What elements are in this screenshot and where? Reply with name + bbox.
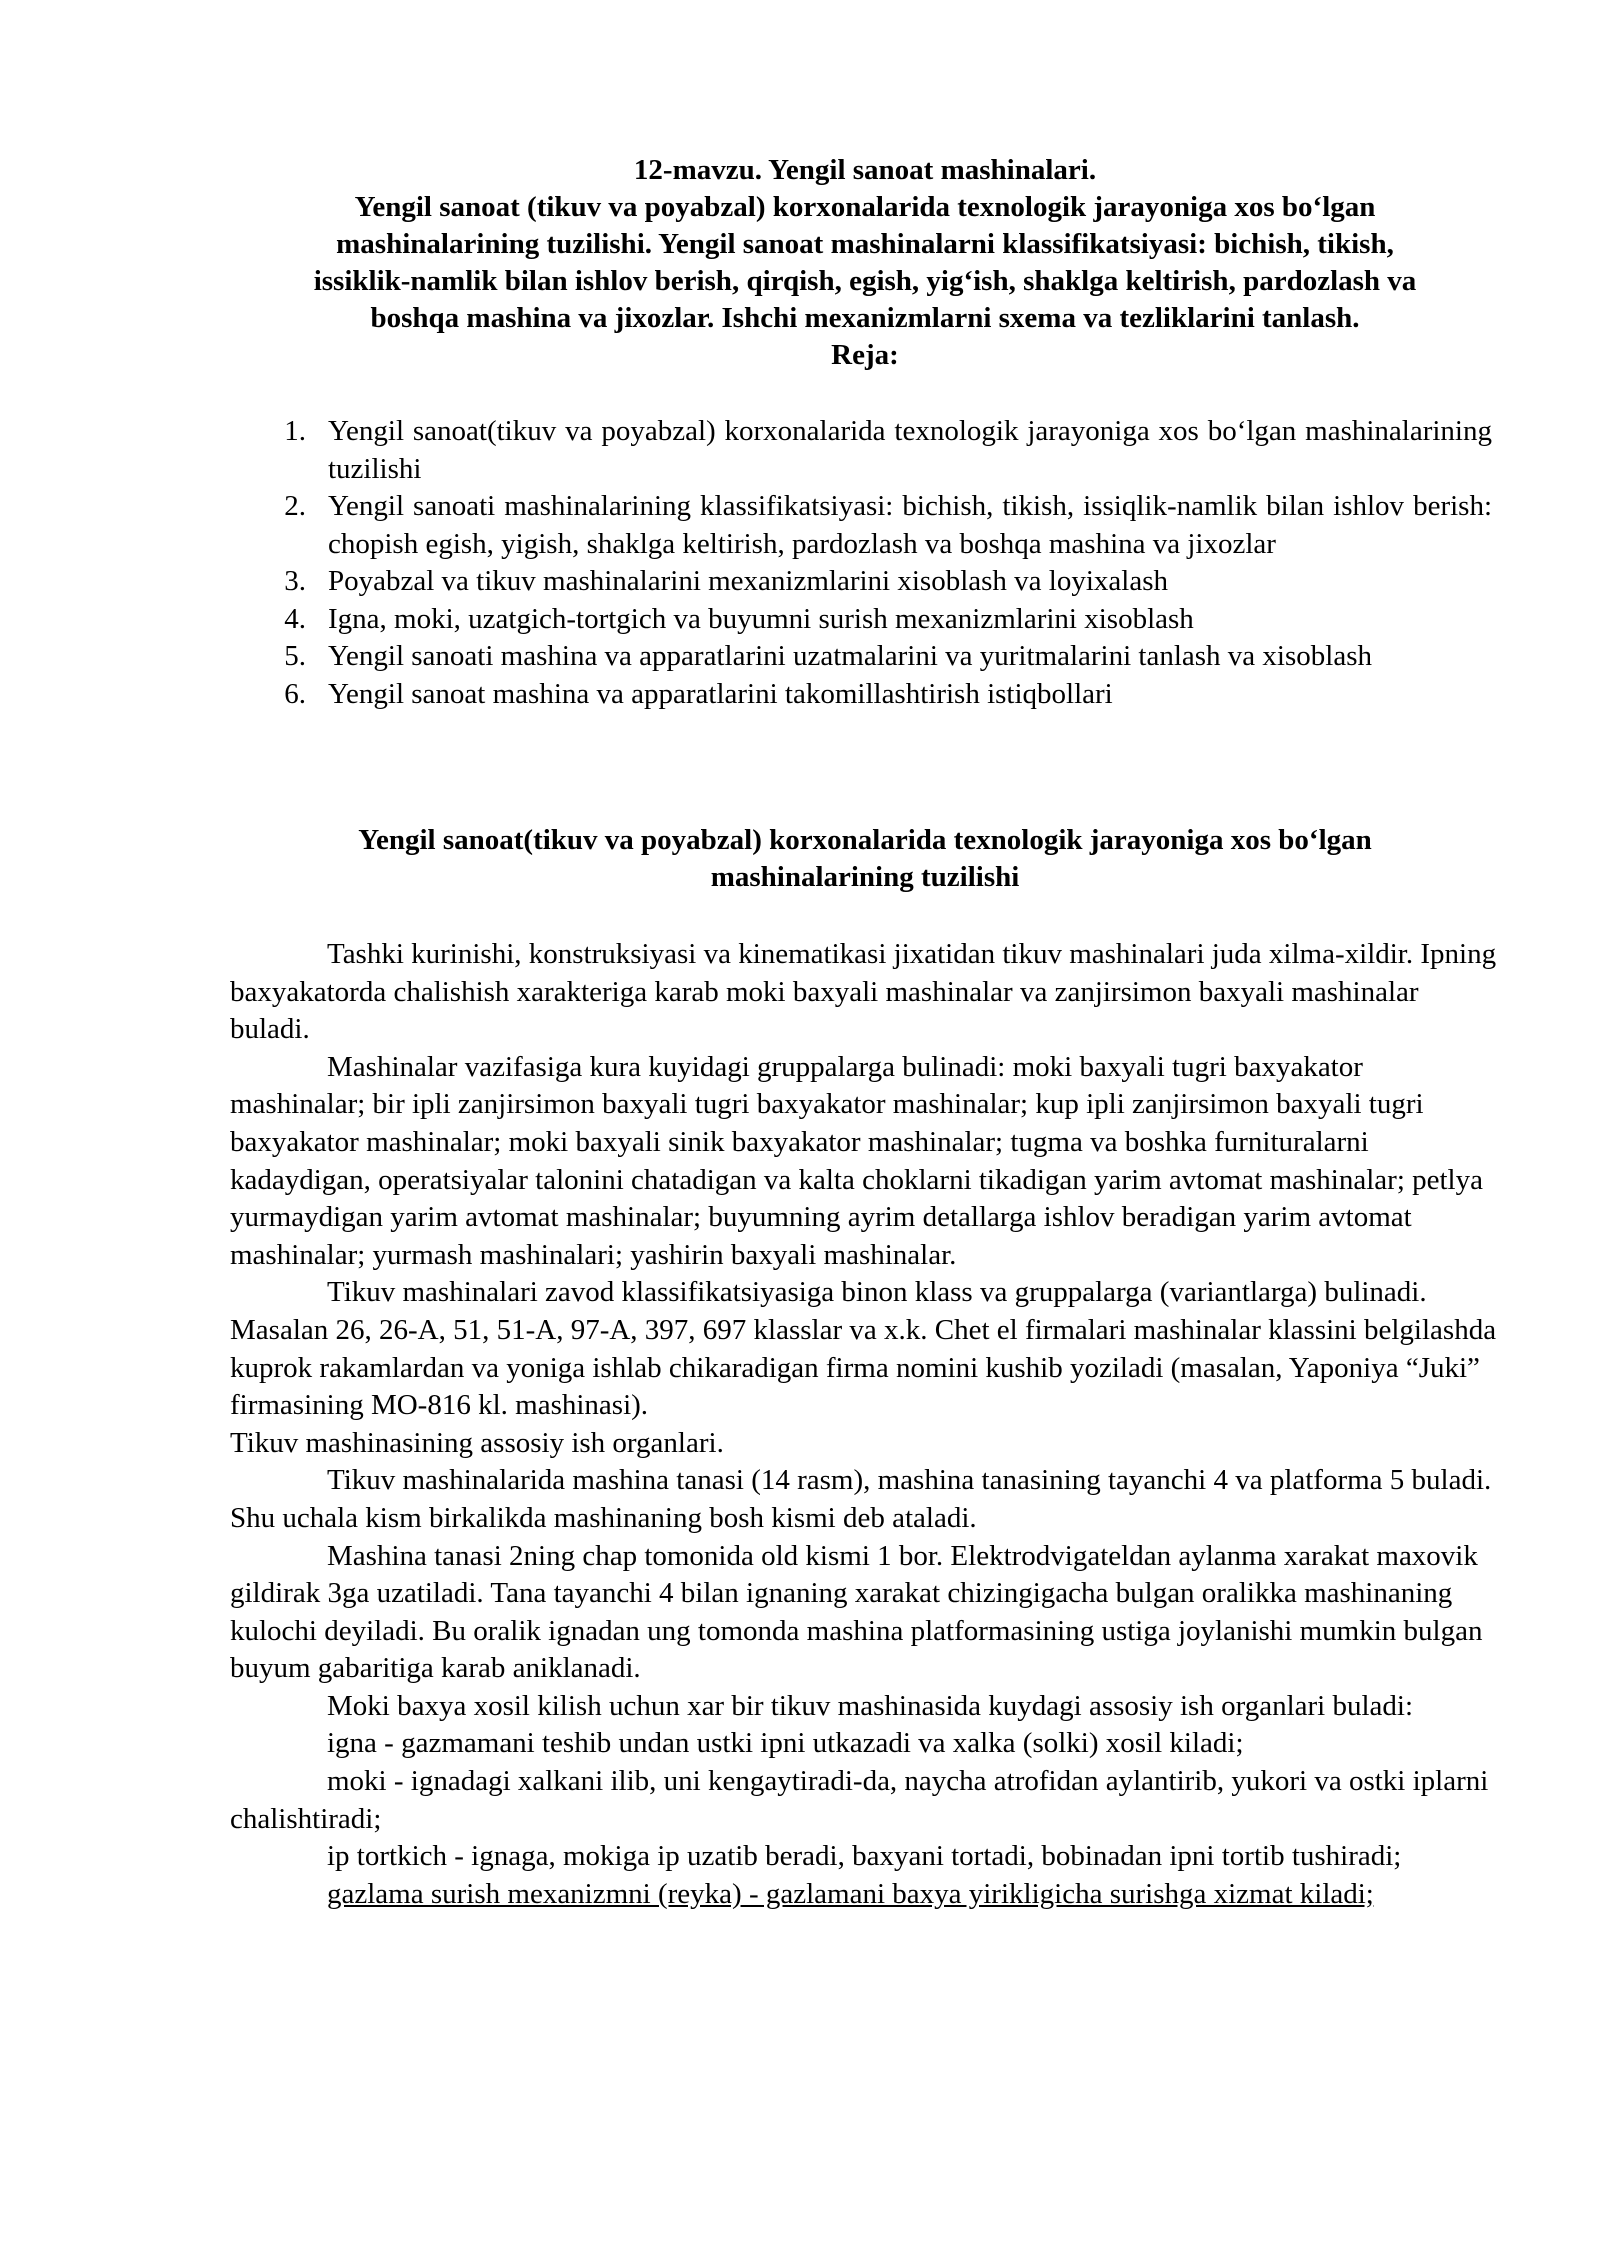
plan-item-text: Yengil sanoat mashina va apparatlarini takomillashtirish istiqbollari	[328, 677, 1113, 710]
plan-item-text: Yengil sanoati mashinalarining klassifikatsiyasi: bichish, tikish, issiqlik-namlik bilan ishlov berish: chopish egish, yigish, shaklga keltirish, pardozlash va boshqa mashina va jixozlar	[328, 490, 1492, 560]
topic-title: 12-mavzu. Yengil sanoat mashinalari.	[633, 154, 1097, 186]
section-title	[230, 822, 1500, 896]
topic-subtitle-line-2: mashinalarining tuzilishi. Yengil sanoat mashinalarni klassifikatsiyasi: bichish, tikish,	[336, 228, 1394, 260]
plan-item	[270, 413, 1492, 488]
section-title-line-1: Yengil sanoat(tikuv va poyabzal) korxonalarida texnologik jarayoniga xos bo‘lgan	[358, 824, 1372, 856]
paragraph: igna - gazmamani teshib undan ustki ipni utkazadi va xalka (solki) xosil kiladi;	[327, 1727, 1244, 1760]
plan-item-number: 6.	[284, 677, 306, 710]
plan-item	[270, 676, 1492, 714]
body-text	[230, 936, 1500, 1913]
plan-item-text: Poyabzal va tikuv mashinalarini mexanizmlarini xisoblash va loyixalash	[328, 565, 1168, 597]
plan-item-text: Igna, moki, uzatgich-tortgich va buyumni surish mexanizmlarini xisoblash	[328, 602, 1194, 635]
topic-subtitle-line-3: issiklik-namlik bilan ishlov berish, qirqish, egish, yig‘ish, shaklga keltirish, pardozlash va	[313, 265, 1417, 297]
plan-item	[270, 563, 1492, 601]
paragraph: ip tortkich - ignaga, mokiga ip uzatib beradi, baxyani tortadi, bobinadan ipni tortib tushiradi;	[327, 1840, 1402, 1873]
paragraph: Moki baxya xosil kilish uchun xar bir tikuv mashinasida kuydagi assosiy ish organlari buladi:	[327, 1689, 1414, 1722]
paragraph-underlined: gazlama surish mexanizmni (reyka) - gazlamani baxya yirikligicha surishga xizmat kiladi;	[327, 1877, 1374, 1910]
plan-item-number: 1.	[284, 415, 306, 447]
paragraph: Mashina tanasi 2ning chap tomonida old kismi 1 bor. Elektrodvigateldan aylanma xarakat maxovik gildirak 3ga uzatiladi. Tana tayanchi 4 bilan ignaning xarakat chizingigacha bulgan oralikka mashinaning kulochi deyiladi. Bu oralik ignadan ung tomonda mashina platformasining ustiga joylanishi mumkin bulgan buyum gabaritiga karab aniklanadi.	[230, 1539, 1483, 1685]
plan-item-number: 5.	[284, 640, 306, 672]
topic-subtitle-line-1: Yengil sanoat (tikuv va poyabzal) korxonalarida texnologik jarayoniga xos bo‘lgan	[354, 191, 1376, 223]
paragraph: Tashki kurinishi, konstruksiyasi va kinematikasi jixatidan tikuv mashinalari juda xilma-xildir. Ipning baxyakatorda chalishish xarakteriga karab moki baxyali mashinalar va zanjirsimon baxyali mashinalar buladi.	[230, 938, 1497, 1046]
plan-item-text: Yengil sanoat(tikuv va poyabzal) korxonalarida texnologik jarayoniga xos bo‘lgan mashinalarining tuzilishi	[328, 415, 1492, 485]
plan-item-number: 4.	[284, 602, 306, 635]
plan-label: Reja:	[831, 339, 899, 371]
plan-item	[270, 638, 1492, 676]
plan-item-text: Yengil sanoati mashina va apparatlarini uzatmalarini va yuritmalarini tanlash va xisoblash	[328, 640, 1372, 672]
paragraph: Mashinalar vazifasiga kura kuyidagi gruppalarga bulinadi: moki baxyali tugri baxyakator mashinalar; bir ipli zanjirsimon baxyali tugri baxyakator mashinalar; kup ipli zanjirsimon baxyali tugri baxyakator mashinalar; moki baxyali sinik baxyakator mashinalar; tugma va boshka furnituralarni kadaydigan, operatsiyalar talonini chatadigan va kalta choklarni tikadigan yarim avtomat mashinalar; petlya yurmaydigan yarim avtomat mashinalar; buyumning ayrim detallarga ishlov beradigan yarim avtomat mashinalar; yurmash mashinalari; yashirin baxyali mashinalar.	[230, 1050, 1483, 1271]
topic-subtitle-line-4: boshqa mashina va jixozlar. Ishchi mexanizmlarni sxema va tezliklarini tanlash.	[370, 302, 1360, 334]
paragraph: moki - ignadagi xalkani ilib, uni kengaytiradi-da, naycha atrofidan aylantirib, yukori va ostki iplarni chalishtiradi;	[230, 1765, 1489, 1835]
plan-list	[270, 413, 1492, 713]
section-title-line-2: mashinalarining tuzilishi	[710, 861, 1020, 893]
paragraph-subheading: Tikuv mashinasining assosiy ish organlari.	[230, 1426, 724, 1459]
plan-item	[270, 601, 1492, 639]
paragraph: Tikuv mashinalari zavod klassifikatsiyasiga binon klass va gruppalarga (variantlarga) bulinadi. Masalan 26, 26-A, 51, 51-A, 97-A, 397, 697 klasslar va x.k. Chet el firmalari mashinalar klassini belgilashda kuprok rakamlardan va yoniga ishlab chikaradigan firma nomini kushib yoziladi (masalan, Yaponiya “Juki” firmasining MO-816 kl. mashinasi).	[230, 1276, 1497, 1422]
plan-item	[270, 488, 1492, 563]
document-header	[200, 152, 1530, 374]
plan-item-number: 2.	[284, 490, 306, 522]
plan-item-number: 3.	[284, 565, 306, 597]
paragraph: Tikuv mashinalarida mashina tanasi (14 rasm), mashina tanasining tayanchi 4 va platforma 5 buladi. Shu uchala kism birkalikda mashinaning bosh kismi deb ataladi.	[230, 1464, 1492, 1534]
